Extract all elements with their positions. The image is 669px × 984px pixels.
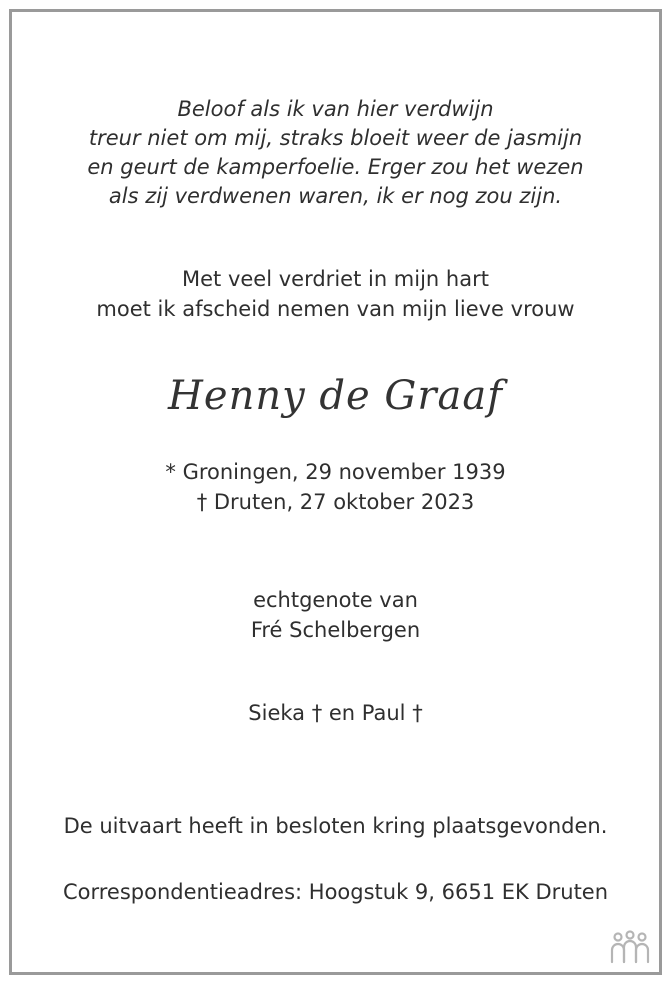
- funeral-note: De uitvaart heeft in besloten kring plaatsgevonden.: [63, 814, 608, 838]
- intro-line-2: moet ik afscheid nemen van mijn lieve vrouw: [96, 297, 575, 321]
- poem-line-3: en geurt de kamperfoelie. Erger zou het wezen: [87, 155, 584, 179]
- children-line: Sieka † en Paul †: [248, 701, 423, 725]
- family-figures-logo-icon: [609, 930, 651, 964]
- intro-line-1: Met veel verdriet in mijn hart: [182, 267, 489, 291]
- spouse-name: Fré Schelbergen: [250, 618, 421, 642]
- birth-line: * Groningen, 29 november 1939: [165, 460, 506, 484]
- poem-line-2: treur niet om mij, straks bloeit weer de jasmijn: [88, 126, 583, 150]
- deceased-name: Henny de Graaf: [168, 373, 503, 419]
- correspondence-address: Correspondentieadres: Hoogstuk 9, 6651 EK Druten: [62, 880, 609, 904]
- poem-line-4: als zij verdwenen waren, ik er nog zou zijn.: [108, 184, 563, 208]
- poem-line-1: Beloof als ik van hier verdwijn: [177, 97, 494, 121]
- death-line: † Druten, 27 oktober 2023: [196, 490, 475, 514]
- spouse-label: echtgenote van: [253, 588, 418, 612]
- obituary-card: [9, 9, 662, 975]
